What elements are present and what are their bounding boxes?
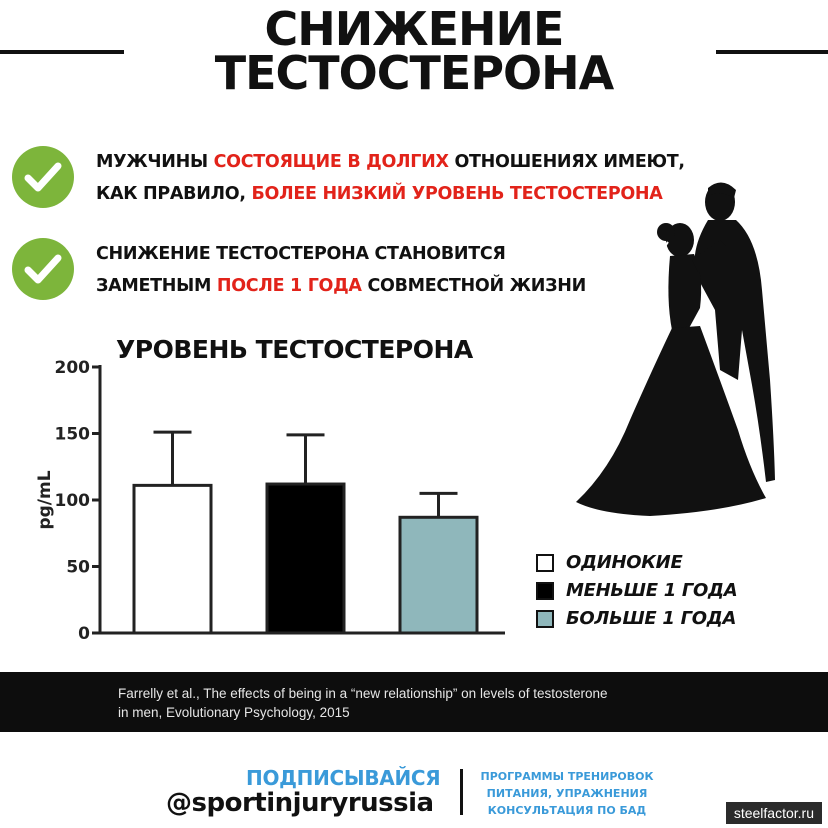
- legend-swatch: [536, 582, 554, 600]
- legend-swatch: [536, 554, 554, 572]
- bar: [134, 485, 211, 633]
- bullet-2-line2: [96, 270, 586, 302]
- legend-label: БОЛЬШЕ 1 ГОДА: [566, 608, 737, 629]
- y-tick-label: 200: [54, 358, 90, 378]
- site-watermark[interactable]: steelfactor.ru: [726, 802, 822, 824]
- y-tick-label: 50: [66, 557, 90, 578]
- legend-swatch: [536, 610, 554, 628]
- bullet-text-span: СОВМЕСТНОЙ ЖИЗНИ: [361, 276, 586, 296]
- source-citation: [118, 684, 608, 722]
- bullet-1-line1: [96, 146, 685, 178]
- source-line-2: in men, Evolutionary Psychology, 2015: [118, 705, 350, 720]
- service-item: ПИТАНИЯ, УПРАЖНЕНИЯ: [486, 787, 648, 800]
- check-icon: [12, 238, 74, 300]
- page-title-line2: ТЕСТОСТЕРОНА: [214, 46, 614, 100]
- services-list: [472, 768, 662, 819]
- check-icon: [12, 146, 74, 208]
- legend-item-more-1-year: [536, 608, 736, 629]
- testosterone-bar-chart: [0, 350, 520, 650]
- bullet-text-span: СНИЖЕНИЕ ТЕСТОСТЕРОНА СТАНОВИТСЯ: [96, 244, 506, 264]
- bullet-text-span: ЗАМЕТНЫМ: [96, 276, 217, 296]
- y-tick-label: 150: [54, 424, 90, 445]
- bullet-text-span: КАК ПРАВИЛО,: [96, 184, 252, 204]
- instagram-handle[interactable]: @sportinjuryrussia: [166, 788, 434, 818]
- service-item: ПРОГРАММЫ ТРЕНИРОВОК: [480, 770, 654, 783]
- bullet-highlight: БОЛЕЕ НИЗКИЙ УРОВЕНЬ ТЕСТОСТЕРОНА: [251, 184, 663, 204]
- bullet-2: [12, 238, 586, 302]
- y-tick-label: 0: [78, 624, 90, 644]
- legend-label: ОДИНОКИЕ: [566, 552, 683, 573]
- bullet-text-span: МУЖЧИНЫ: [96, 152, 214, 172]
- chart-title: УРОВЕНЬ ТЕСТОСТЕРОНА: [116, 335, 473, 364]
- bullet-highlight: СОСТОЯЩИЕ В ДОЛГИХ: [213, 152, 449, 172]
- subscribe-label: ПОДПИСЫВАЙСЯ: [246, 766, 441, 790]
- dancing-couple-silhouette: [570, 180, 775, 525]
- footer-divider: [460, 769, 463, 815]
- service-item: КОНСУЛЬТАЦИЯ ПО БАД: [487, 804, 647, 817]
- y-tick-label: 100: [54, 491, 90, 511]
- bullet-2-line1: [96, 238, 586, 270]
- source-citation-bar: [0, 672, 828, 732]
- bullet-highlight: ПОСЛЕ 1 ГОДА: [216, 276, 362, 296]
- legend-item-single: [536, 552, 682, 573]
- legend-item-less-1-year: [536, 580, 737, 601]
- bullet-text-span: ОТНОШЕНИЯХ ИМЕЮТ,: [448, 152, 685, 172]
- y-axis-label: pg/mL: [35, 470, 55, 530]
- bar: [267, 484, 344, 633]
- legend-label: МЕНЬШЕ 1 ГОДА: [566, 580, 738, 601]
- source-line-1: Farrelly et al., The effects of being in a “new relationship” on levels of testosterone: [118, 686, 608, 701]
- bar: [400, 517, 477, 633]
- page-title-line1: СНИЖЕНИЕ: [264, 2, 564, 56]
- bullet-2-text: [96, 238, 586, 302]
